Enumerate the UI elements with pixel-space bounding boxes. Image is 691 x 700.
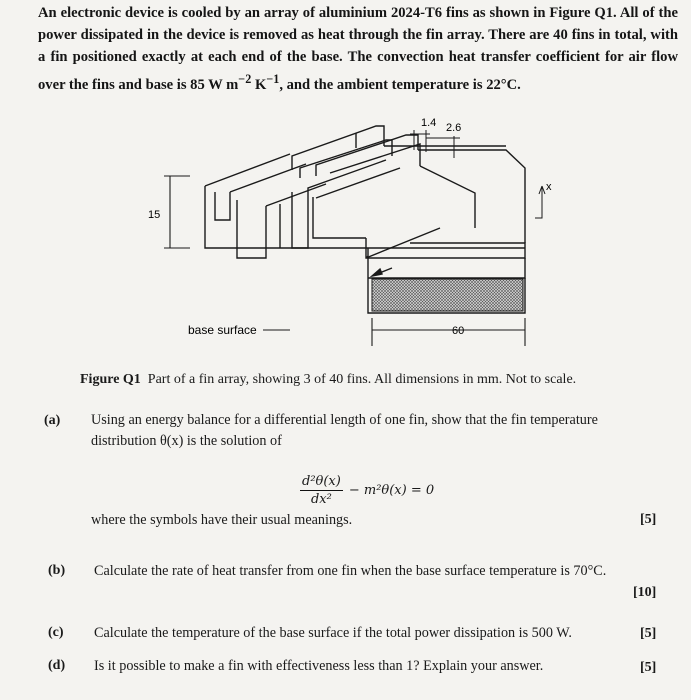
question-a-label: (a) [44,413,61,428]
base-surface-label: base surface [188,323,257,337]
dimension-height-label: 15 [148,209,161,221]
question-b-text: Calculate the rate of heat transfer from one fin when the base surface temperature is 70°C. [94,563,607,579]
intro-unit-k: K [251,76,267,93]
dimension-length-label: 60 [452,325,465,337]
intro-text-part1: An electronic device is cooled by an array of aluminium 2024-T6 fins as shown in Figure Q1. All of the power dissipated in the device is removed as heat through the fin array. There are 40 fins in total, with a fin positioned exactly at each end of the base. The convection heat transfer coefficient for air flow over the fins and base is 85 W m [38,5,678,93]
question-a-text [91,410,671,452]
base-surface-hatch [372,279,523,311]
problem-statement [38,2,678,96]
dimension-thickness-label: 1.4 [421,117,437,129]
question-a-line1: Using an energy balance for a differential length of one fin, show that the fin temperature [91,412,598,428]
base-arrow [372,268,392,276]
equation-fraction [300,474,343,507]
dimension-height [164,176,190,248]
question-b-label: (b) [48,563,66,578]
intro-exponent-1: −2 [238,72,252,86]
question-b-marks: [10] [633,585,657,600]
intro-exponent-2: −1 [266,72,280,86]
question-a-line3: where the symbols have their usual meanings. [91,512,353,528]
x-axis-label: x [546,181,552,193]
caption-figure-number: Figure Q1 [80,372,141,387]
fin-equation [300,474,434,507]
dimension-gap-label: 2.6 [446,122,462,134]
question-c-marks: [5] [640,626,657,641]
question-a-line2: distribution θ(x) is the solution of [91,433,282,449]
figure-caption [80,372,576,388]
equation-numerator: d²θ(x) [302,474,341,489]
x-axis-indicator [535,186,545,218]
dimension-length [372,318,525,346]
question-d-marks: [5] [640,660,657,675]
equation-rest: − m²θ(x) = 0 [348,483,435,498]
question-c-text: Calculate the temperature of the base surface if the total power dissipation is 500 W. [94,625,572,641]
intro-text-part2: , and the ambient temperature is 22°C. [279,76,521,93]
question-c-label: (c) [48,625,64,640]
equation-denominator: dx² [310,492,332,507]
caption-text: Part of a fin array, showing 3 of 40 fins. All dimensions in mm. Not to scale. [147,372,577,387]
question-d-label: (d) [48,658,66,673]
question-d-text: Is it possible to make a fin with effectiveness less than 1? Explain your answer. [94,658,544,674]
fin-array-figure [130,108,550,353]
question-a-marks: [5] [640,512,657,527]
